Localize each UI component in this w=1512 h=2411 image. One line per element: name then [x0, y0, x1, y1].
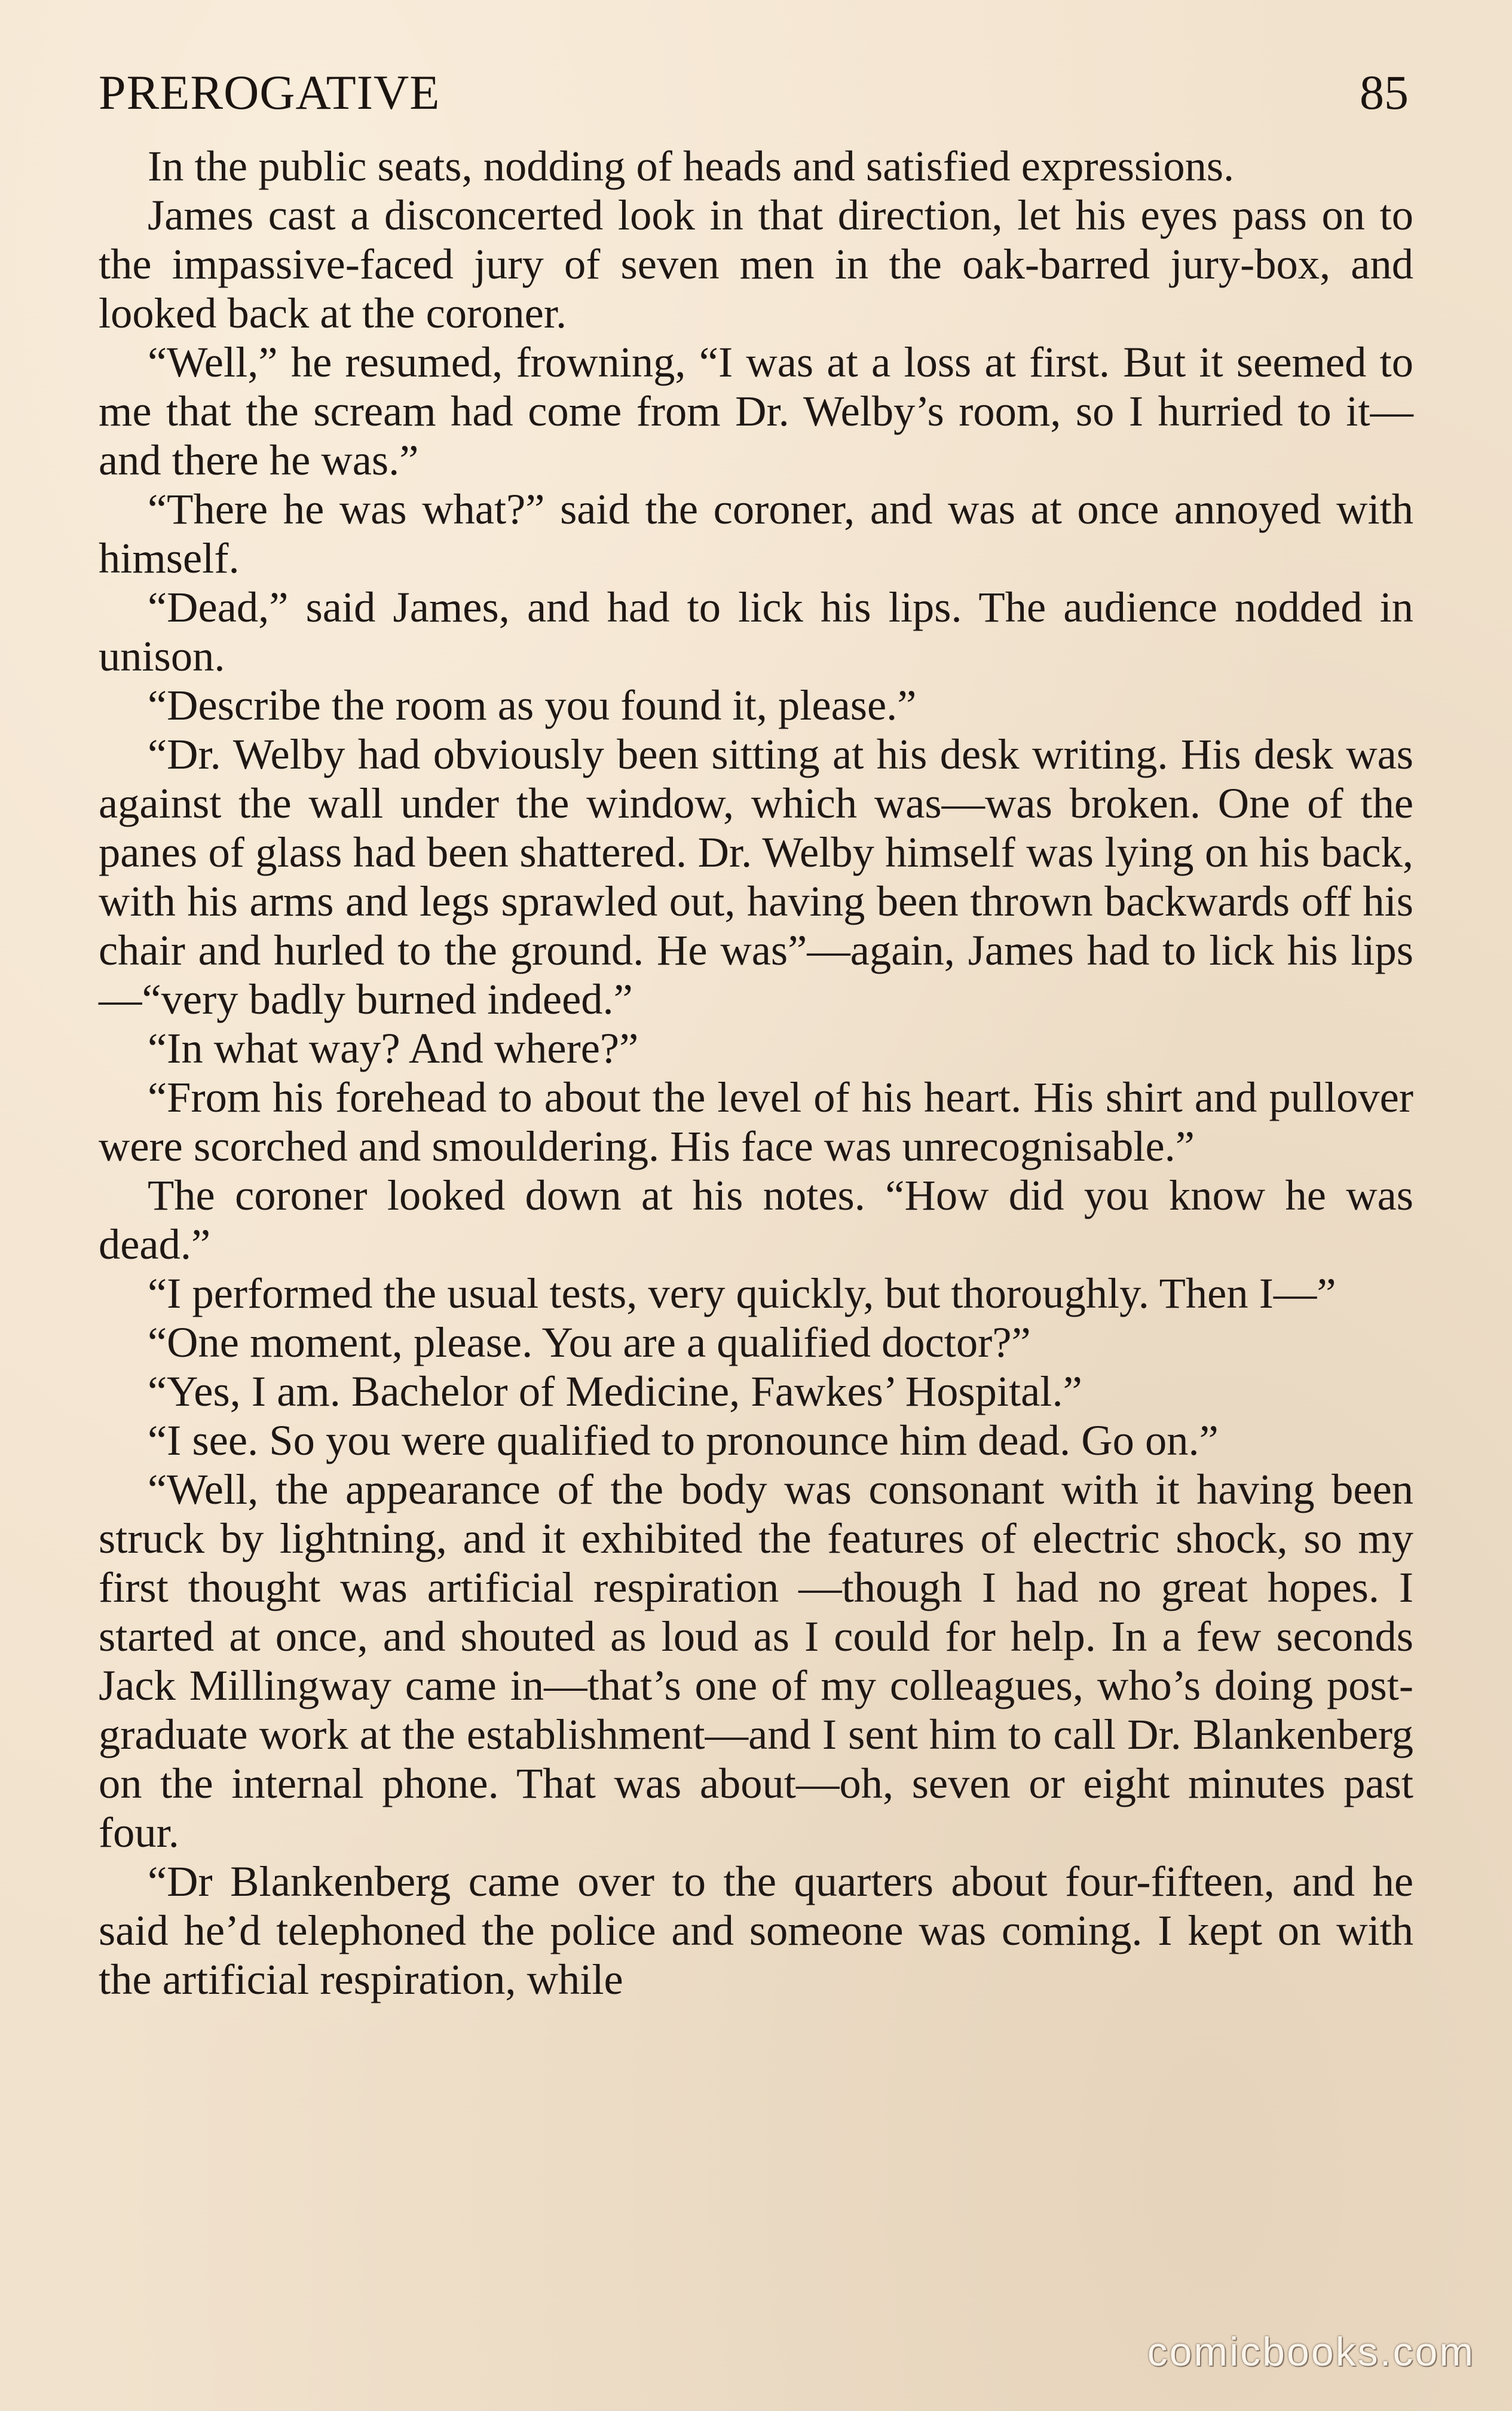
paragraph: “Dead,” said James, and had to lick his lips. The audience nodded in unison.	[99, 583, 1413, 680]
paragraph: In the public seats, nodding of heads and satisfied expressions.	[148, 142, 1235, 190]
source-watermark: comicbooks.com	[1147, 2329, 1475, 2375]
page-number: 85	[1360, 65, 1409, 120]
paragraph: James cast a disconcerted look in that direction, let his eyes pass on to the impassive-faced jury of seven men in the oak-barred jury-box, and looked back at the coroner.	[99, 191, 1413, 337]
page-header	[99, 57, 1413, 128]
paragraph: “Well,” he resumed, frowning, “I was at a loss at first. But it seemed to me that the scream had come from Dr. Welby’s room, so I hurried to it—and there he was.”	[99, 338, 1413, 484]
book-page	[99, 57, 1413, 2376]
paragraph: “Describe the room as you found it, please.”	[148, 681, 917, 729]
paragraph: “From his forehead to about the level of his heart. His shirt and pullover were scorched and smouldering. His face was unrecognisable.”	[99, 1073, 1413, 1170]
paragraph: “I performed the usual tests, very quickly, but thoroughly. Then I—”	[148, 1269, 1336, 1317]
paragraph: “There he was what?” said the coroner, and was at once annoyed with himself.	[99, 485, 1413, 582]
paragraph: “One moment, please. You are a qualified doctor?”	[148, 1318, 1031, 1366]
paragraph: “I see. So you were qualified to pronounce him dead. Go on.”	[148, 1416, 1219, 1464]
paragraph: “Well, the appearance of the body was consonant with it having been struck by lightning, and it exhibited the features of electric shock, so my first thought was artificial respiration —though I had no great hopes. I started at once, and shouted as loud as I could for help. In a few seconds Jack Millingway came in—that’s one of my colleagues, who’s doing post-graduate work at the establishment—and I sent him to call Dr. Blankenberg on the internal phone. That was about—oh, seven or eight minutes past four.	[99, 1465, 1413, 1856]
paragraph: “Dr. Welby had obviously been sitting at his desk writing. His desk was against the wall under the window, which was—was broken. One of the panes of glass had been shattered. Dr. Welby himself was lying on his back, with his arms and legs sprawled out, having been thrown backwards off his chair and hurled to the ground. He was”—again, James had to lick his lips—“very badly burned indeed.”	[99, 730, 1413, 1023]
paragraph: “Yes, I am. Bachelor of Medicine, Fawkes’ Hospital.”	[148, 1367, 1082, 1415]
running-head: PREROGATIVE	[99, 65, 440, 120]
paragraph: The coroner looked down at his notes. “How did you know he was dead.”	[99, 1171, 1413, 1268]
paragraph: “In what way? And where?”	[148, 1024, 639, 1072]
body-text	[99, 142, 1413, 2004]
paragraph: “Dr Blankenberg came over to the quarters about four-fifteen, and he said he’d telephoned the police and someone was coming. I kept on with the artificial respiration, while	[99, 1857, 1413, 2003]
